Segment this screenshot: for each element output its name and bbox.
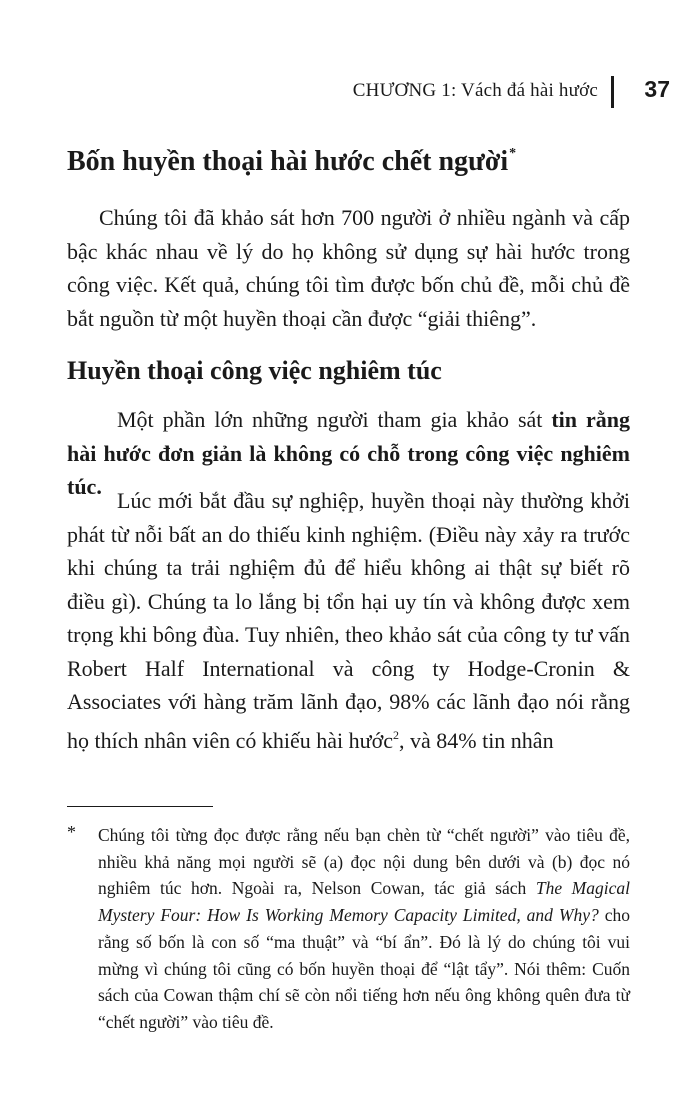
citation-ref: 2 [392, 727, 399, 742]
section-heading [67, 146, 516, 178]
footnote-part-2: cho rằng số bốn là con số “ma thuật” và “bí ẩn”. Đó là lý do chúng tôi vui mừng vì chúng tôi cũng có bốn huyền thoại để “lật tẩy”. Nói thêm: Cuốn sách của Cowan thậm chí sẽ còn nổi tiếng hơn nếu ông không quên đưa từ “chết người” vào tiêu đề. [98, 905, 630, 1032]
subsection-heading: Huyền thoại công việc nghiêm túc [67, 356, 442, 385]
chapter-title: CHƯƠNG 1: Vách đá hài hước [352, 80, 598, 101]
paragraph-3-tail: , và 84% tin nhân [398, 727, 554, 753]
paragraph-3-text: Lúc mới bắt đầu sự nghiệp, huyền thoại này thường khởi phát từ nỗi bất an do thiếu kinh nghiệm. (Điều này xảy ra trước khi chúng ta trải nghiệm đủ để hiểu không ai thật sự biết rõ điều gì). Chúng ta lo lắng bị tổn hại uy tín và không được xem trọng khi bông đùa. Tuy nhiên, theo khảo sát của công ty tư vấn Robert Half International và công ty Hodge-Cronin & Associates với hàng trăm lãnh đạo, 98% các lãnh đạo nói rằng họ thích nhân viên có khiếu hài hước [67, 488, 630, 753]
footnote-book-title: The Magical Mystery Four: How Is Working Memory Capacity Limited, and Why? [98, 878, 630, 926]
body-paragraph-3 [67, 484, 630, 757]
footnote-mark: * [67, 822, 76, 842]
paragraph-2-lead: Một phần lớn những người tham gia khảo sát [117, 407, 552, 432]
body-paragraph-1: Chúng tôi đã khảo sát hơn 700 người ở nhiều ngành và cấp bậc khác nhau về lý do họ không sử dụng sự hài hước trong công việc. Kết quả, chúng tôi tìm được bốn chủ đề, mỗi chủ đề bắt nguồn từ một huyền thoại cần được “giải thiêng”. [67, 205, 630, 331]
header-divider [611, 76, 614, 108]
footnote-text [98, 822, 630, 1036]
paragraph-2-emphasis: tin rằng hài hước đơn giản là không có chỗ trong công việc nghiêm túc. [67, 407, 630, 499]
section-heading-text: Bốn huyền thoại hài hước chết người [67, 146, 509, 177]
page-number: 37 [644, 76, 670, 102]
running-header [0, 70, 670, 110]
footnote-rule [67, 806, 213, 807]
footnote-part-1: Chúng tôi từng đọc được rằng nếu bạn chèn từ “chết người” vào tiêu đề, nhiều khả năng mọi người sẽ (a) đọc nội dung bên dưới và (b) đọc nó nghiêm túc hơn. Ngoài ra, Nelson Cowan, tác giả sách [98, 825, 630, 899]
footnote-reference-mark: * [509, 146, 517, 161]
